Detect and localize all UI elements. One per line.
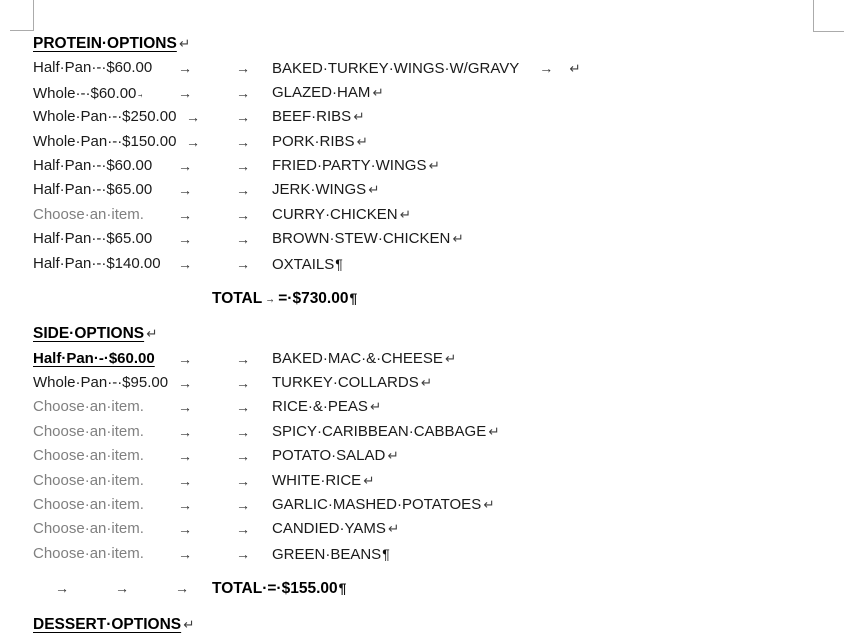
tab-mark: → xyxy=(178,423,192,440)
menu-item xyxy=(272,56,581,81)
menu-row xyxy=(33,178,851,202)
price-placeholder-field[interactable]: Choose·an·item. xyxy=(33,520,144,538)
total-line xyxy=(33,576,851,600)
menu-item-text: GLAZED·HAM xyxy=(272,83,371,101)
menu-item xyxy=(272,203,411,227)
menu-item xyxy=(272,395,381,419)
menu-row xyxy=(33,420,851,444)
price-placeholder-field[interactable]: Choose·an·item. xyxy=(33,447,144,465)
price-field[interactable]: Whole·Pan·-·$150.00 xyxy=(33,132,177,150)
menu-row xyxy=(33,371,851,395)
tab-mark: → xyxy=(178,399,192,416)
section-heading-text: SIDE·OPTIONS xyxy=(33,325,145,343)
tab-mark: → xyxy=(178,60,192,77)
menu-row xyxy=(33,105,851,129)
total-text xyxy=(212,576,346,601)
menu-item xyxy=(272,444,399,468)
tab-mark: → xyxy=(236,497,250,514)
menu-row xyxy=(33,517,851,541)
price-field[interactable]: Half·Pan·-·$60.00 xyxy=(33,59,153,77)
price-field[interactable]: Half·Pan·-·$60.00 xyxy=(33,156,153,174)
menu-section xyxy=(33,322,851,566)
document-body-text xyxy=(33,32,851,637)
menu-item xyxy=(272,517,399,541)
line-break-mark: ↵ xyxy=(488,423,500,439)
tab-mark: → xyxy=(236,206,250,223)
section-heading-text: PROTEIN·OPTIONS xyxy=(33,35,177,52)
menu-item xyxy=(272,542,390,567)
menu-row xyxy=(33,203,851,227)
line-break-mark: ↵ xyxy=(387,448,399,464)
menu-item-text: SPICY·CARIBBEAN·CABBAGE xyxy=(272,422,487,440)
price-field[interactable]: Whole·-·$60.00 xyxy=(33,84,137,102)
price-field[interactable]: Half·Pan·-·$140.00 xyxy=(33,254,161,272)
tab-mark: → xyxy=(236,448,250,465)
tab-mark: → xyxy=(236,255,250,272)
menu-row xyxy=(33,542,851,566)
tab-mark: → xyxy=(175,580,189,597)
section-heading-line xyxy=(33,613,851,637)
line-break-mark: ↵ xyxy=(452,231,464,247)
menu-item-text: GREEN·BEANS xyxy=(272,545,382,563)
tab-mark: → xyxy=(178,157,192,174)
tab-mark: → xyxy=(236,109,250,126)
line-break-mark: ↵ xyxy=(146,326,158,342)
line-break-mark: ↵ xyxy=(444,350,457,366)
menu-item xyxy=(272,493,495,517)
paragraph-mark: ¶ xyxy=(349,289,358,306)
tab-mark: → xyxy=(186,109,200,126)
menu-row xyxy=(33,154,851,178)
tab-mark: → xyxy=(236,399,250,416)
menu-item-text: POTATO·SALAD xyxy=(272,447,386,465)
menu-item xyxy=(272,420,500,444)
tab-mark: → xyxy=(236,182,250,199)
price-placeholder-field[interactable]: Choose·an·item. xyxy=(33,422,144,440)
price-field[interactable]: Whole·Pan·-·$250.00 xyxy=(33,108,177,126)
line-break-mark: ↵ xyxy=(363,472,375,488)
line-break-mark: ↵ xyxy=(353,109,365,125)
tab-mark: → xyxy=(236,521,250,538)
margin-crop-mark-top-left-vertical xyxy=(33,0,34,30)
menu-item-text: RICE·&·PEAS xyxy=(272,398,368,416)
menu-row xyxy=(33,469,851,493)
tab-mark: → xyxy=(178,497,192,514)
line-break-mark: ↵ xyxy=(569,61,581,77)
section-heading-text: DESSERT·OPTIONS xyxy=(33,615,182,633)
menu-row xyxy=(33,444,851,468)
menu-item xyxy=(272,371,432,395)
line-break-mark: ↵ xyxy=(368,182,380,198)
menu-row xyxy=(33,130,851,154)
tab-mark: → xyxy=(236,231,250,248)
price-placeholder-field[interactable]: Choose·an·item. xyxy=(33,471,144,489)
tab-mark: → xyxy=(236,472,250,489)
tab-mark: → xyxy=(178,350,192,367)
tab-mark: → xyxy=(178,255,192,272)
menu-row xyxy=(33,81,851,105)
tab-mark: → xyxy=(137,84,144,101)
menu-item xyxy=(272,81,384,105)
margin-crop-mark-top-left-horizontal xyxy=(10,30,34,31)
section-heading-line xyxy=(33,322,851,346)
menu-item-text: BAKED·TURKEY·WINGS·W/GRAVY xyxy=(272,60,520,78)
menu-item-text: CANDIED·YAMS xyxy=(272,520,386,538)
total-label: TOTAL·=·$155.00 xyxy=(212,580,338,598)
line-break-mark: ↵ xyxy=(183,616,195,632)
total-value: =·$730.00 xyxy=(278,289,349,307)
menu-item-text: JERK·WINGS xyxy=(272,181,367,199)
menu-item xyxy=(272,154,440,178)
menu-item xyxy=(272,347,456,371)
tab-mark: → xyxy=(178,545,192,562)
menu-row xyxy=(33,56,851,80)
tab-mark: → xyxy=(178,206,192,223)
line-break-mark: ↵ xyxy=(372,84,384,100)
line-break-mark: ↵ xyxy=(387,521,400,537)
menu-item-text: FRIED·PARTY·WINGS xyxy=(272,156,427,174)
menu-item xyxy=(272,178,379,202)
total-line xyxy=(33,286,851,310)
tab-mark: → xyxy=(178,521,192,538)
price-field[interactable]: Half·Pan·-·$60.00 xyxy=(33,349,155,367)
paragraph-mark: ¶ xyxy=(338,580,347,597)
tab-mark: → xyxy=(265,289,276,306)
menu-item-text: GARLIC·MASHED·POTATOES xyxy=(272,496,482,514)
margin-crop-mark-top-right-vertical xyxy=(813,0,814,31)
menu-item-text: TURKEY·COLLARDS xyxy=(272,374,419,392)
line-break-mark: ↵ xyxy=(399,206,411,222)
menu-item-text: BAKED·MAC·&·CHEESE xyxy=(272,349,443,367)
tab-mark: → xyxy=(115,580,129,597)
menu-row xyxy=(33,395,851,419)
menu-row xyxy=(33,227,851,251)
tab-mark: → xyxy=(236,375,250,392)
paragraph-mark: ¶ xyxy=(382,545,390,562)
tab-mark: → xyxy=(186,133,200,150)
price-field[interactable]: Whole·Pan·-·$95.00 xyxy=(33,374,169,392)
menu-item xyxy=(272,469,374,493)
price-placeholder-field[interactable]: Choose·an·item. xyxy=(33,205,144,223)
menu-item xyxy=(272,227,464,251)
tab-mark: → xyxy=(178,472,192,489)
menu-item xyxy=(272,130,368,154)
tab-mark: → xyxy=(178,182,192,199)
tab-mark: → xyxy=(178,84,192,101)
tab-mark: → xyxy=(236,423,250,440)
menu-item-text: WHITE·RICE xyxy=(272,471,362,489)
price-placeholder-field[interactable]: Choose·an·item. xyxy=(33,544,144,562)
line-break-mark: ↵ xyxy=(178,36,191,51)
tab-mark: → xyxy=(178,448,192,465)
menu-row xyxy=(33,252,851,276)
tab-mark: → xyxy=(236,133,250,150)
menu-row xyxy=(33,493,851,517)
menu-item xyxy=(272,105,365,129)
line-break-mark: ↵ xyxy=(483,497,495,513)
tab-mark: → xyxy=(178,231,192,248)
menu-row xyxy=(33,347,851,371)
price-field[interactable]: Half·Pan·-·$65.00 xyxy=(33,181,153,199)
section-heading-line xyxy=(33,32,851,56)
tab-mark: → xyxy=(178,375,192,392)
tab-mark: → xyxy=(236,157,250,174)
total-text xyxy=(212,286,357,311)
tab-mark: → xyxy=(236,60,250,77)
menu-item-text: CURRY·CHICKEN xyxy=(272,205,398,223)
paragraph-mark: ¶ xyxy=(335,255,343,272)
tab-mark: → xyxy=(236,350,250,367)
line-break-mark: ↵ xyxy=(356,133,368,149)
menu-section xyxy=(33,32,851,276)
price-field[interactable]: Half·Pan·-·$65.00 xyxy=(33,230,153,248)
menu-item-text: OXTAILS xyxy=(272,255,335,273)
total-label: TOTAL xyxy=(212,289,263,307)
tab-mark: → xyxy=(236,84,250,101)
menu-item xyxy=(272,252,343,277)
line-break-mark: ↵ xyxy=(420,375,433,391)
price-placeholder-field[interactable]: Choose·an·item. xyxy=(33,496,144,514)
tab-mark: → xyxy=(236,545,250,562)
line-break-mark: ↵ xyxy=(369,399,382,415)
price-placeholder-field[interactable]: Choose·an·item. xyxy=(33,398,144,416)
menu-item-text: BROWN·STEW·CHICKEN xyxy=(272,230,451,248)
tab-mark: → xyxy=(55,580,69,597)
tab-mark: → xyxy=(539,60,554,77)
line-break-mark: ↵ xyxy=(428,157,440,173)
menu-item-text: BEEF·RIBS xyxy=(272,108,352,126)
menu-item-text: PORK·RIBS xyxy=(272,132,355,150)
